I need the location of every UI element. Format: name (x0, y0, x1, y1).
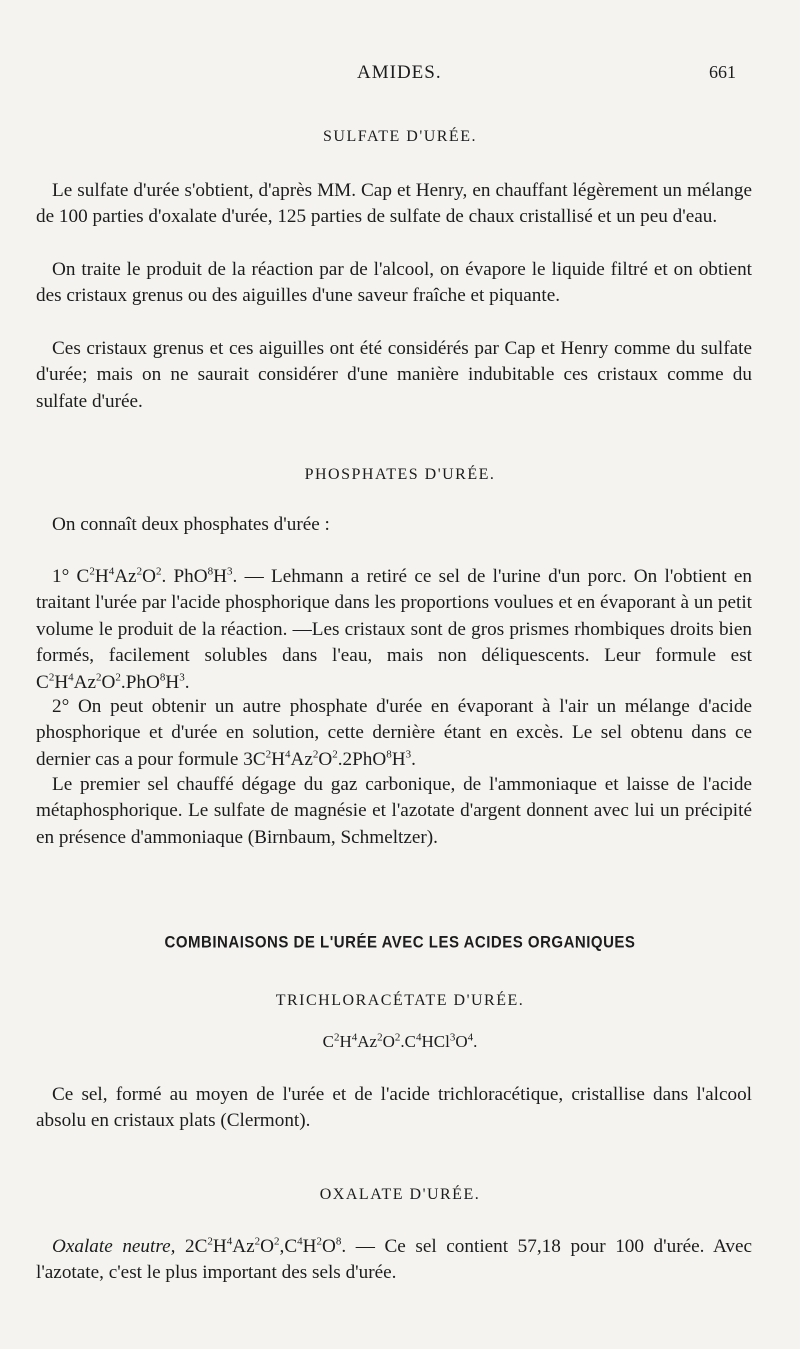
paragraph-sulfate-2: On traite le produit de la réaction par de l'alcool, on évapore le liquide filtré et on obtient des cristaux grenus ou des aiguilles d'une saveur fraîche et piquante. (36, 259, 752, 307)
paragraph-phosphates-3: Le premier sel chauffé dégage du gaz carbonique, de l'ammoniaque et laisse de l'acide métaphosphorique. Le sulfate de magnésie et l'azotate d'argent donnent avec lui un précipité en présence d'ammoniaque (Birnbaum, Schmeltzer). (36, 774, 752, 848)
section-title-sulfate: SULFATE D'URÉE. (323, 128, 477, 145)
section-title-oxalate: OXALATE D'URÉE. (319, 1186, 481, 1203)
oxalate-text: — Ce sel contient 57,18 pour 100 d'urée. Avec l'azotate, c'est le plus important des sels d'urée. (36, 1236, 753, 1284)
phosphate-1-text: . — Lehmann a retiré ce sel de l'urine d'un porc. On l'obtient en traitant l'urée par l'acide phosphorique dans les proportions voulues et en évaporant à un petit volume le produit de la réaction. —Les cristaux sont de gros prismes rhombiques droits bien formés, facilement solubles dans l'eau, mais non déliquescents. Leur formule est (36, 566, 752, 667)
running-head: AMIDES. (357, 62, 442, 83)
paragraph-phosphate-1: 1° $C^2H^4Az^2O^2$. $PhO^8H^3$. — Lehmann a retiré ce sel de l'urine d'un porc. On l'obtient en traitant l'urée par l'acide phosphorique dans les proportions voulues et en évaporant à un petit volume le produit de la réaction. —Les cristaux sont de gros prismes rhombiques droits bien formés, facilement solubles dans l'eau, mais non déliquescents. Leur formule est $C^2H^4Az^2O^2.PhO^8H^3$. (36, 565, 752, 693)
section-title-phosphates: PHOSPHATES D'URÉE. (304, 466, 496, 483)
page-number: 661 (709, 62, 736, 82)
paragraph-oxalate: Oxalate neutre, $2C^2H^4Az^2O^2,C^4H^2O^8$. — Ce sel contient 57,18 pour 100 d'urée. Avec l'azotate, c'est le plus important des sels d'urée. (36, 1235, 753, 1284)
paragraph-trichloracetate: Ce sel, formé au moyen de l'urée et de l'acide trichloracétique, cristallise dans l'alcool absolu en cristaux plats (Clermont). (36, 1084, 752, 1132)
oxalate-label: Oxalate neutre, (52, 1236, 176, 1257)
phosphate-2-text: On peut obtenir un autre phosphate d'urée en évaporant à l'air un mélange d'acide phosphorique et d'urée en solution, cette dernière étant en excès. Le sel obtenu dans ce dernier cas a pour formule (36, 696, 752, 770)
paragraph-phosphate-2: 2° On peut obtenir un autre phosphate d'urée en évaporant à l'air un mélange d'acide phosphorique et d'urée en solution, cette dernière étant en excès. Le sel obtenu dans ce dernier cas a pour formule $3C^2H^4Az^2O^2.2PhO^8H^3$. (36, 696, 752, 770)
trichloracetate-formula: $C^2H^4Az^2O^2.C^4HCl^3O^4$. (322, 1031, 478, 1051)
section-title-combinaisons: COMBINAISONS DE L'URÉE AVEC LES ACIDES ORGANIQUES (164, 933, 636, 952)
section-title-trichloracetate: TRICHLORACÉTATE D'URÉE. (275, 992, 525, 1009)
paragraph-phosphates-intro: On connaît deux phosphates d'urée : (52, 514, 330, 535)
paragraph-sulfate-1: Le sulfate d'urée s'obtient, d'après MM. Cap et Henry, en chauffant légèrement un mélange de 100 parties d'oxalate d'urée, 125 parties de sulfate de chaux cristallisé et un peu d'eau. (36, 180, 752, 228)
page-header (0, 62, 800, 90)
paragraph-sulfate-3: Ces cristaux grenus et ces aiguilles ont été considérés par Cap et Henry comme du sulfate d'urée; mais on ne saurait considérer d'une manière indubitable ces cristaux comme du sulfate d'urée. (36, 338, 752, 412)
